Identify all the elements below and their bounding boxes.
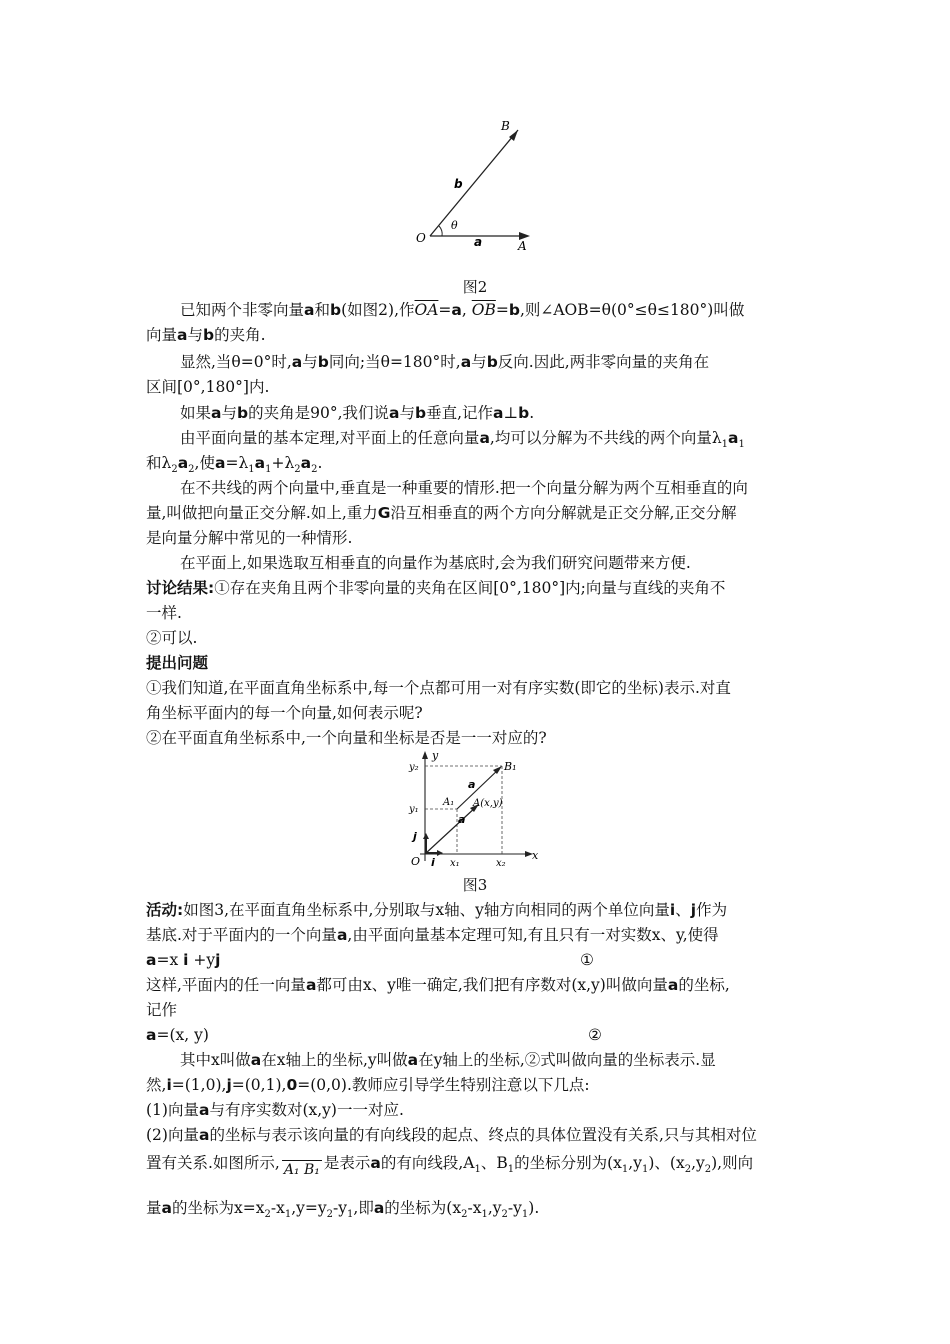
paragraph-line: 在平面上,如果选取互相垂直的向量作为基底时,会为我们研究问题带来方便. xyxy=(180,554,691,572)
questions-heading: 提出问题 xyxy=(146,654,209,672)
discussion-line: ②可以. xyxy=(146,629,198,647)
equation-1-number: ① xyxy=(580,951,594,969)
label-B: B xyxy=(501,119,510,133)
discussion-text: ①存在夹角且两个非零向量的夹角在区间[0°,180°]内;向量与直线的夹角不 xyxy=(214,579,726,597)
paragraph-line: 在不共线的两个向量中,垂直是一种重要的情形.把一个向量分解为两个互相垂直的向 xyxy=(180,479,748,497)
question-line: 角坐标平面内的每一个向量,如何表示呢? xyxy=(146,704,423,722)
activity-line: (2)向量a的坐标与表示该向量的有向线段的起点、终点的具体位置没有关系,只与其相对位 xyxy=(146,1126,757,1144)
question-line: ②在平面直角坐标系中,一个向量和坐标是否是一一对应的? xyxy=(146,729,547,747)
angle-arc xyxy=(439,226,442,236)
label-y: y xyxy=(432,749,439,762)
vector-a-from-origin xyxy=(425,806,477,854)
figure-2-angle-diagram xyxy=(410,118,540,258)
label-theta: θ xyxy=(451,219,458,232)
activity-line: 置有关系.如图所示, A₁ B₁ 是表示a的有向线段$,A_1$、$B_1$的坐标分别为$(x_1,y_1)$、$(x_2,y_2)$,则向 xyxy=(146,1148,811,1185)
discussion-line: 一样. xyxy=(146,604,182,622)
figure-3-coordinate-diagram xyxy=(380,748,550,870)
discussion-label: 讨论结果: xyxy=(146,579,215,597)
label-i: i xyxy=(431,856,435,869)
activity-line: 量a的坐标为$x=x_2-x_1,y=y_2-y_1$,即a的坐标为$(x_2-x_1,y_2-y_1)$. xyxy=(146,1199,540,1221)
paragraph-line: 已知两个非零向量a和b(如图2),作$\overline{OA}=a$, $\overline{OB}=b$,则∠AOB=θ(0°≤θ≤180°)叫做 xyxy=(180,301,745,319)
label-A: A(x,y) xyxy=(473,798,503,809)
unit-vector-i-arrowhead xyxy=(437,850,443,856)
directed-segment-a1-b1: A₁ B₁ xyxy=(282,1150,322,1179)
figure-2-caption: 图2 xyxy=(462,278,488,296)
label-A1: A₁ xyxy=(443,797,455,808)
label-x: x xyxy=(532,849,539,862)
activity-line: 活动:如图3,在平面直角坐标系中,分别取与x轴、y轴方向相同的两个单位向量i、j作为 xyxy=(146,901,728,919)
equation-2: a=(x, y) xyxy=(146,1026,209,1044)
y-axis-arrowhead xyxy=(422,751,428,759)
equation-1: a=x i +yj xyxy=(146,951,221,969)
label-a-top: a xyxy=(468,778,476,791)
figure-3-caption: 图3 xyxy=(462,876,488,894)
label-a-bottom: a xyxy=(458,813,466,826)
label-A: A xyxy=(518,239,527,253)
discussion-line xyxy=(146,576,811,600)
equation-2-number: ② xyxy=(588,1026,602,1044)
paragraph-line: 由平面向量的基本定理,对平面上的任意向量a,均可以分解为不共线的两个向量$\lambda_1a_1$ xyxy=(180,429,745,451)
activity-line: (1)向量a与有序实数对(x,y)一一对应. xyxy=(146,1101,404,1119)
label-O: O xyxy=(416,231,426,245)
activity-line: 基底.对于平面内的一个向量a,由平面向量基本定理可知,有且只有一对实数x、y,使得 xyxy=(146,926,719,944)
label-b: b xyxy=(454,177,463,191)
activity-line: 然,i=(1,0),j=(0,1),0=(0,0).教师应引导学生特别注意以下几点: xyxy=(146,1076,590,1094)
paragraph-line: 和$\lambda_2a_2$,使$a=\lambda_1a_1+\lambda_2a_2$. xyxy=(146,454,323,476)
paragraph-line: 如果a与b的夹角是90°,我们说a与b垂直,记作a⊥b. xyxy=(180,404,535,422)
question-line: ①我们知道,在平面直角坐标系中,每一个点都可用一对有序实数(即它的坐标)表示.对直 xyxy=(146,679,731,697)
label-x2: x₂ xyxy=(496,858,506,869)
paragraph-line: 是向量分解中常见的一种情形. xyxy=(146,529,353,547)
paragraph-line: 量,叫做把向量正交分解.如上,重力G沿互相垂直的两个方向分解就是正交分解,正交分解 xyxy=(146,504,737,522)
label-O: O xyxy=(411,855,421,868)
activity-line: 记作 xyxy=(146,1001,178,1019)
activity-line: 其中x叫做a在x轴上的坐标,y叫做a在y轴上的坐标,②式叫做向量的坐标表示.显 xyxy=(180,1051,716,1069)
vector-b-line xyxy=(430,130,518,236)
activity-label: 活动: xyxy=(146,901,184,919)
unit-vector-j-arrowhead xyxy=(423,833,429,839)
label-x1: x₁ xyxy=(450,858,460,869)
label-y1: y₁ xyxy=(409,804,419,815)
label-a: a xyxy=(474,235,483,249)
paragraph-line: 显然,当θ=0°时,a与b同向;当θ=180°时,a与b反向.因此,两非零向量的夹角在 xyxy=(180,353,710,371)
paragraph-line: 向量a与b的夹角. xyxy=(146,326,266,344)
label-B1: B₁ xyxy=(504,760,517,773)
label-y2: y₂ xyxy=(409,762,419,773)
label-j: j xyxy=(413,830,417,843)
paragraph-line: 区间[0°,180°]内. xyxy=(146,378,270,396)
activity-line: 这样,平面内的任一向量a都可由x、y唯一确定,我们把有序数对(x,y)叫做向量a的坐标, xyxy=(146,976,730,994)
